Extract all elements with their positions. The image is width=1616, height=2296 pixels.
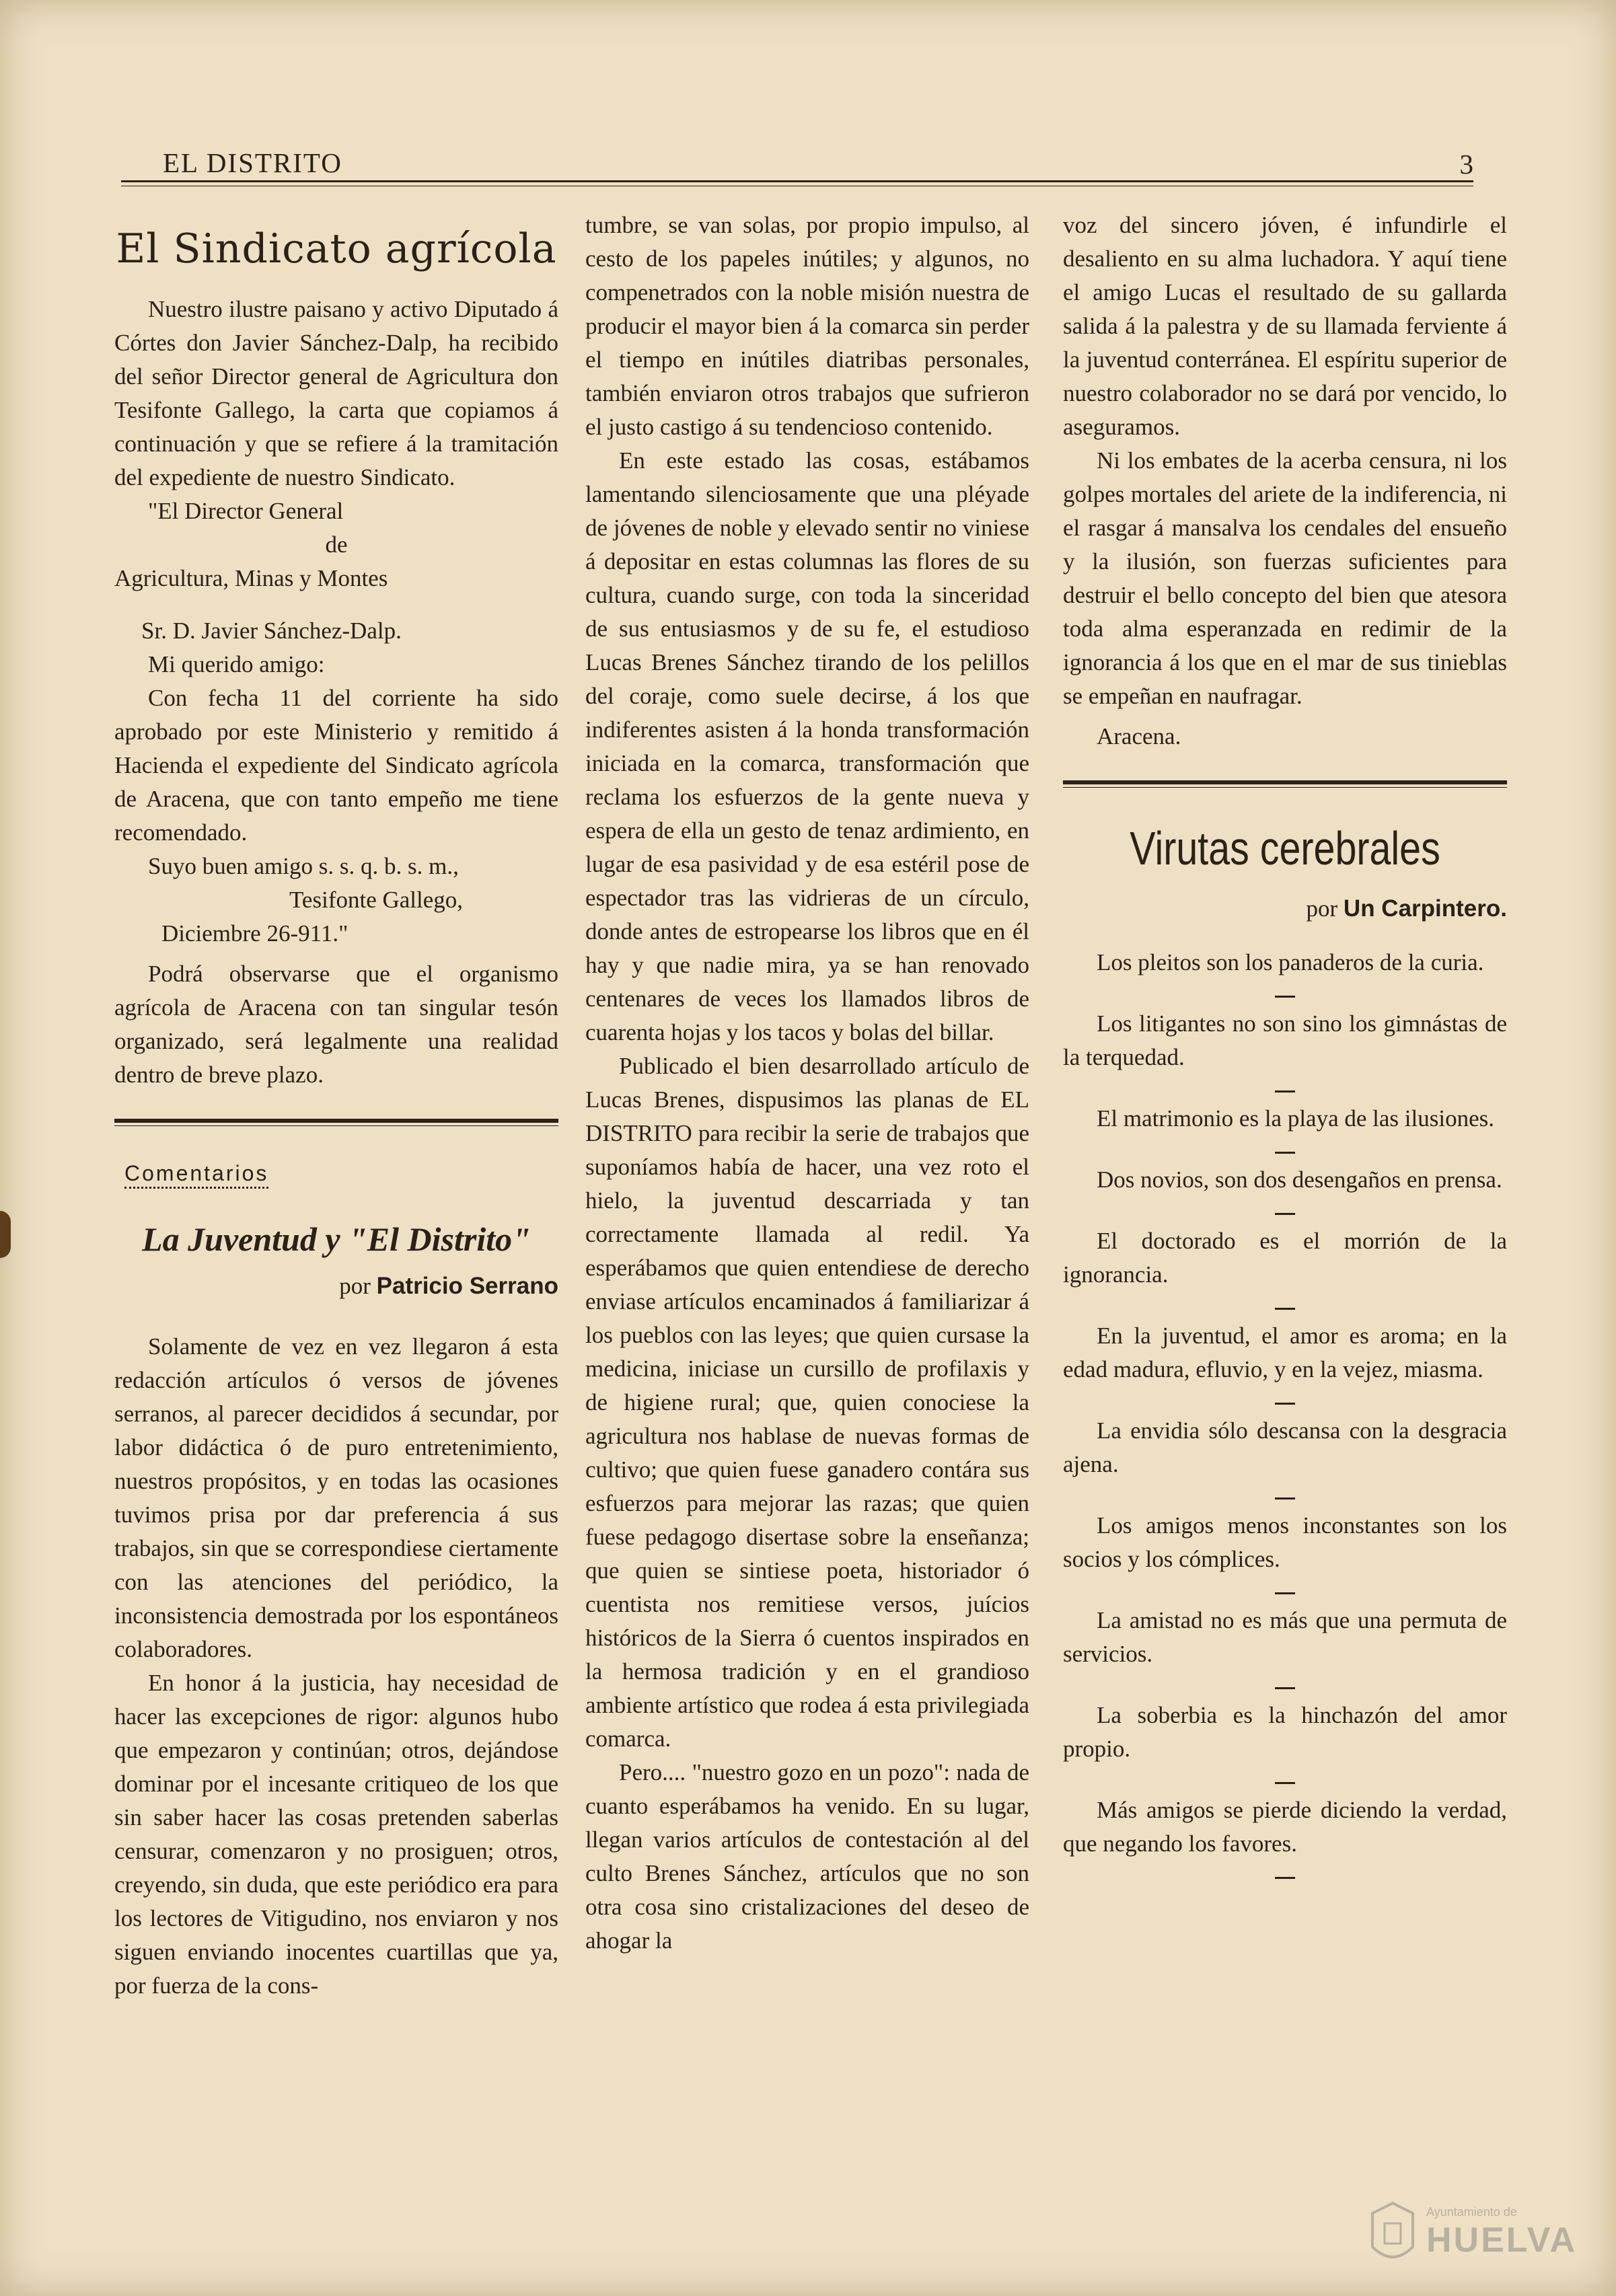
- maxim-item: Los amigos menos inconstantes son los socios y los cómplices.: [1063, 1512, 1507, 1572]
- maxim-separator: [1063, 1865, 1507, 1879]
- letter-salutation: Sr. D. Javier Sánchez-Dalp.: [141, 618, 402, 644]
- letter-signature: Tesifonte Gallego,: [289, 887, 464, 913]
- coat-of-arms-icon: [1366, 2200, 1420, 2270]
- maxim-item: En la juventud, el amor es aroma; en la edad madura, efluvio, y en la vejez, miasma.: [1063, 1323, 1507, 1382]
- section-kicker: Comentarios: [124, 1160, 268, 1189]
- watermark-name: HUELVA: [1426, 2221, 1578, 2260]
- archive-watermark: [1366, 2200, 1588, 2274]
- maxim-separator: [1063, 984, 1507, 998]
- maxim-separator: [1063, 1485, 1507, 1499]
- section-divider: [1063, 780, 1507, 784]
- byline-prefix: por: [339, 1273, 371, 1299]
- maxim-item: El doctorado es el morrión de la ignorancia.: [1063, 1228, 1507, 1288]
- column-3: [1063, 209, 1507, 1888]
- maxim-separator: [1063, 1078, 1507, 1093]
- maxim-item: La envidia sólo descansa con la desgracia ajena.: [1063, 1417, 1507, 1477]
- page-header: [121, 147, 1473, 184]
- letter-salutation: Mi querido amigo:: [148, 651, 325, 677]
- maxim-item: Más amigos se pierde diciendo la verdad, que negando los favores.: [1063, 1797, 1507, 1857]
- paragraph: Pero.... "nuestro gozo en un pozo": nada de cuanto esperábamos ha venido. En su lugar, llegan varios artículos de contestación al del culto Brenes Sánchez, artículos que no son otra cosa sino cristalizaciones del deseo de ahogar la: [585, 1759, 1029, 1954]
- paragraph: Publicado el bien desarrollado artículo de Lucas Brenes, dispusimos las planas de EL DISTRITO para recibir la serie de trabajos que suponíamos había de hacer, una vez roto el hielo, la juventud descarriada y tan correctamente llamada al redil. Ya esperábamos que quien entendiese de derecho enviase artículos encaminados á familiarizar á los pueblos con las leyes; que quien cursase la medicina, iniciase un cursillo de profilaxis y de higiene rural; que, quien conociese la agricultura nos hablase de nuevas formas de cultivo; que quien fuese ganadero contára sus esfuerzos para mejorar las razas; que quien fuese pedagogo disertase sobre la enseñanza; que quien se sintiese poeta, historiador ó cuentista nos remitiese versos, juícios históricos de la Sierra ó cuentos inspirados en la hermosa tradición y en el grandioso ambiente artístico que rodea á esta privilegiada comarca.: [585, 1053, 1029, 1752]
- paragraph: Ni los embates de la acerba censura, ni los golpes mortales del ariete de la indiferencia, ni el rasgar á mansalva los cendales del ensueño y la ilusión, son fuerzas suficientes para destruir el bello concepto del bien que atesora toda alma esperanzada en redimir de la ignorancia á los que en el mar de sus tinieblas se empeñan en naufragar.: [1063, 447, 1507, 709]
- header-rule: [121, 180, 1473, 182]
- byline-author: Un Carpintero.: [1343, 895, 1507, 922]
- letter-head: "El Director General: [148, 498, 344, 524]
- watermark-label: Ayuntamiento de: [1426, 2205, 1517, 2219]
- column-1: [114, 209, 558, 2003]
- paragraph: En honor á la justicia, hay necesidad de hacer las excepciones de rigor: algunos hubo que empezaron y continúan; otros, dejándose dominar por el incesante critiqueo de los que sin saber hacer las cosas pretenden saberlas censurar, comenzaron y no prosiguen; otros, creyendo, sin duda, que este periódico era para los lectores de Vitigudino, nos enviaron y nos siguen enviando inocentes cuartillas que ya, por fuerza de la cons-: [114, 1670, 558, 1999]
- article-title-sindicato: El Sindicato agrícola: [116, 225, 557, 272]
- maxim-separator: [1063, 1580, 1507, 1594]
- paragraph: Solamente de vez en vez llegaron á esta redacción artículos ó versos de jóvenes serranos, al parecer decididos á secundar, por labor didáctica ó de puro entretenimiento, nuestros propósitos, y en todas las ocasiones tuvimos prisa por dar preferencia á sus trabajos, sin que se correspondiese ciertamente con las atenciones del periódico, la inconsistencia demostrada por los espontáneos colaboradores.: [114, 1333, 558, 1662]
- paragraph: Podrá observarse que el organismo agrícola de Aracena con tan singular tesón organizado, será legalmente una realidad dentro de breve plazo.: [114, 961, 558, 1088]
- maxim-item: Dos novios, son dos desengaños en prensa.: [1097, 1166, 1502, 1193]
- column-2: [585, 209, 1029, 1958]
- place-signature: Aracena.: [1097, 723, 1181, 749]
- maxim-item: La soberbia es la hinchazón del amor propio.: [1063, 1702, 1507, 1762]
- maxim-separator: [1063, 1770, 1507, 1784]
- maxims-list: [1063, 946, 1507, 1879]
- article-byline: [1063, 892, 1507, 926]
- maxim-item: La amistad no es más que una permuta de servicios.: [1063, 1607, 1507, 1667]
- article-byline: [114, 1269, 558, 1303]
- section-divider: [114, 1119, 558, 1123]
- paragraph: tumbre, se van solas, por propio impulso, al cesto de los papeles inútiles; y algunos, no compenetrados con la noble misión nuestra de producir el mayor bien á la comarca sin perder el tiempo en inútiles diatribas personales, también enviaron otros trabajos que sufrieron el justo castigo á su tendencioso contenido.: [585, 212, 1029, 440]
- newspaper-title: EL DISTRITO: [163, 147, 342, 178]
- byline-author: Patricio Serrano: [376, 1273, 558, 1299]
- byline-prefix: por: [1306, 895, 1338, 922]
- letter-head: de: [325, 531, 348, 558]
- letter-closing: Suyo buen amigo s. s. q. b. s. m.,: [148, 853, 459, 879]
- paragraph: Nuestro ilustre paisano y activo Diputado á Córtes don Javier Sánchez-Dalp, ha recibido del señor Director general de Agricultura don Tesifonte Gallego, la carta que copiamos á continuación y que se refiere á la tramitación del expediente de nuestro Sindicato.: [114, 296, 558, 490]
- maxim-item: El matrimonio es la playa de las ilusiones.: [1097, 1105, 1494, 1132]
- maxim-item: Los litigantes no son sino los gimnástas de la terquedad.: [1063, 1010, 1507, 1070]
- maxim-separator: [1063, 1296, 1507, 1310]
- article-title-virutas: Virutas cerebrales: [1130, 822, 1440, 875]
- paragraph: voz del sincero jóven, é infundirle el desaliento en su alma luchadora. Y aquí tiene el amigo Lucas el resultado de su gallarda salida á la palestra y de su llamada ferviente á la juventud conterránea. El espíritu superior de nuestro colaborador no se dará por vencido, lo aseguramos.: [1063, 212, 1507, 440]
- maxim-item: Los pleitos son los panaderos de la curia.: [1097, 949, 1484, 975]
- paragraph: En este estado las cosas, estábamos lamentando silenciosamente que una pléyade de jóvenes de noble y elevado sentir no viniese á depositar en estas columnas las flores de su cultura, cuando surge, con toda la sinceridad de sus entusiasmos y de su fe, el estudioso Lucas Brenes Sánchez tirando de los pelillos del coraje, como suele decirse, á los que indiferentes asisten á la honda transformación iniciada en la comarca, transformación que reclama los esfuerzos de la gente nueva y espera de ella un gesto de tenaz ardimiento, en lugar de esa pasividad y de esa estéril pose de espectador tras las vidrieras de un círculo, donde antes de estropearse los libros que en él hay y que nadie mira, ya se han renovado centenares de veces los llamados libros de cuarenta hojas y los tacos y bolas del billar.: [585, 447, 1029, 1045]
- maxim-separator: [1063, 1140, 1507, 1154]
- article-title-juventud: La Juventud y "El Distrito": [142, 1220, 531, 1258]
- letter-head: Agricultura, Minas y Montes: [114, 565, 388, 591]
- letter-date: Diciembre 26-911.": [161, 920, 348, 947]
- page-number: 3: [1459, 149, 1473, 180]
- maxim-separator: [1063, 1391, 1507, 1405]
- maxim-separator: [1063, 1675, 1507, 1689]
- paper-tear-mark: [0, 1211, 11, 1258]
- maxim-separator: [1063, 1201, 1507, 1215]
- letter-body: Con fecha 11 del corriente ha sido aprobado por este Ministerio y remitido á Hacienda el expediente del Sindicato agrícola de Aracena, que con tanto empeño me tiene recomendado.: [114, 685, 558, 846]
